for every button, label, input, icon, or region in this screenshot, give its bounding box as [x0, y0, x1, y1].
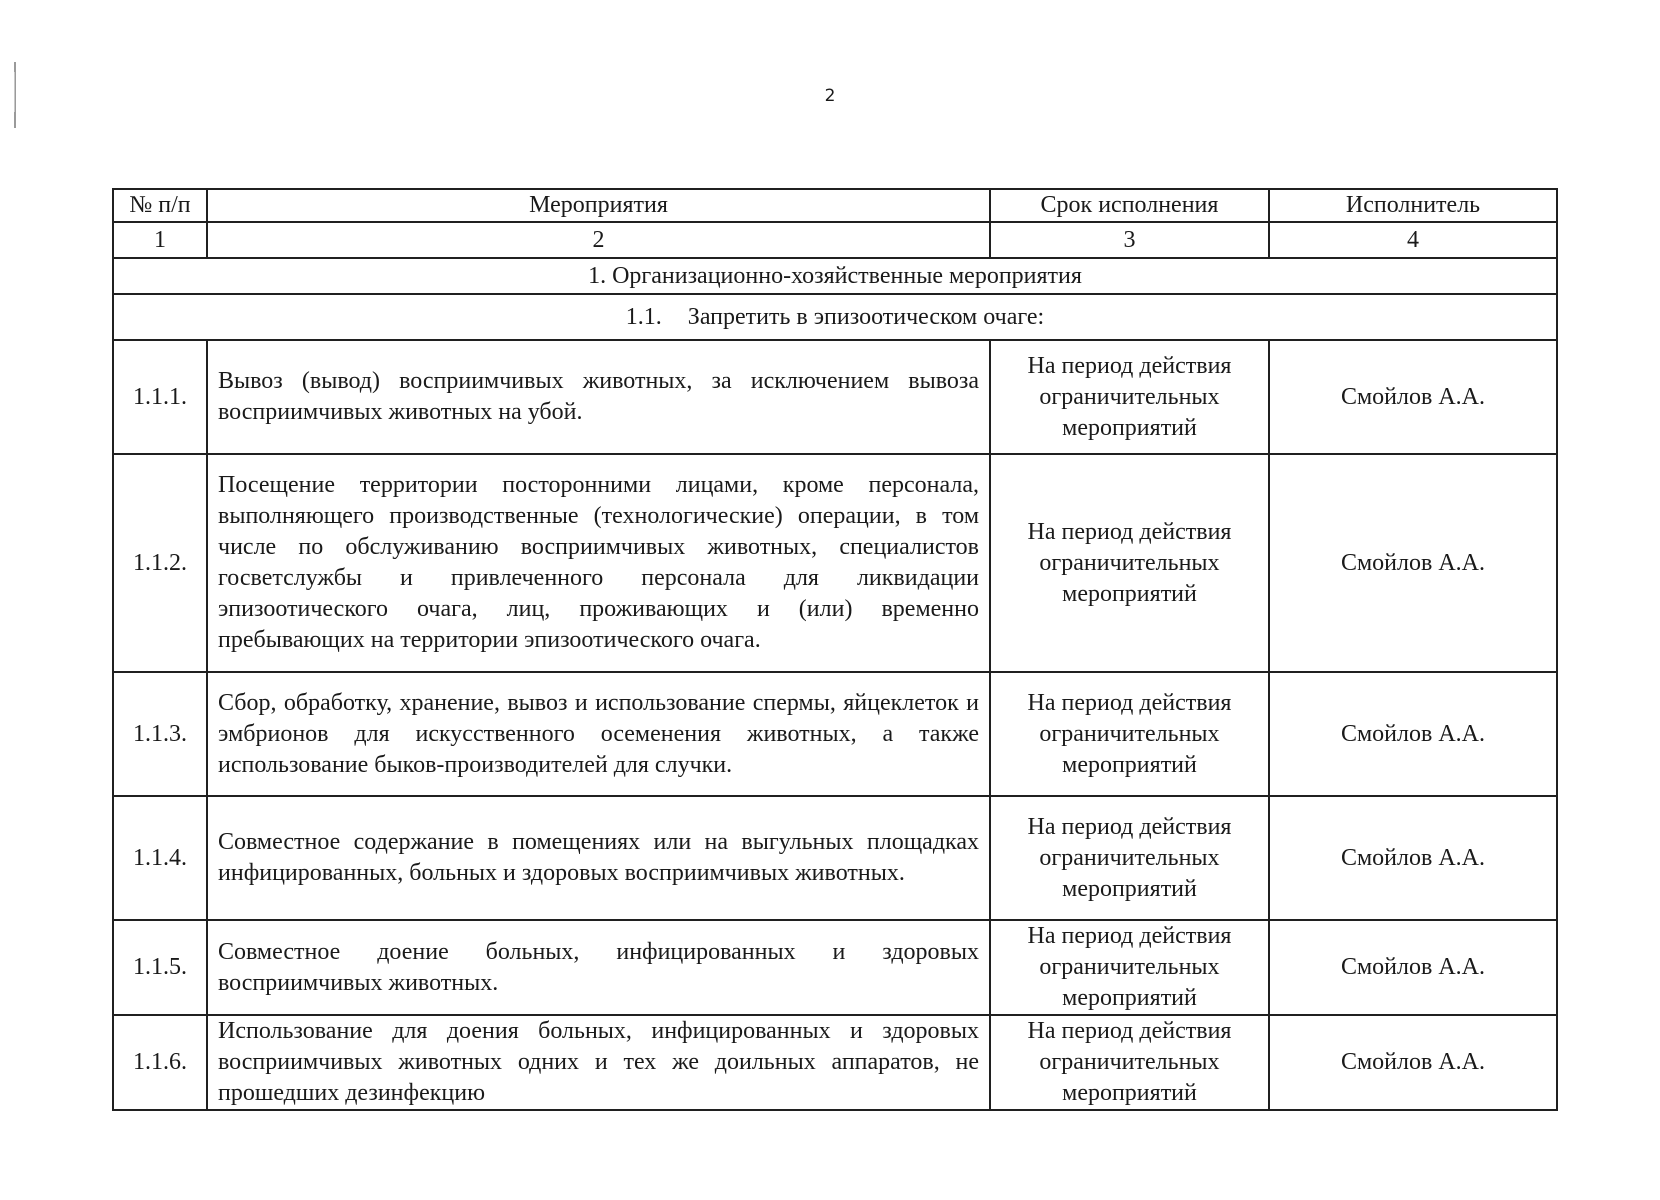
header-measures: Мероприятия — [207, 189, 990, 222]
row-term: На период действия ограничительных мероприятий — [990, 796, 1269, 920]
row-number: 1.1.5. — [113, 920, 207, 1015]
header-executor: Исполнитель — [1269, 189, 1557, 222]
row-term: На период действия ограничительных мероприятий — [990, 920, 1269, 1015]
table-row — [113, 672, 1557, 796]
column-number-row — [113, 222, 1557, 258]
table-row — [113, 796, 1557, 920]
row-term: На период действия ограничительных мероприятий — [990, 340, 1269, 454]
table-row — [113, 920, 1557, 1015]
row-number: 1.1.6. — [113, 1015, 207, 1110]
row-executor: Смойлов А.А. — [1269, 920, 1557, 1015]
header-number: № п/п — [113, 189, 207, 222]
row-executor: Смойлов А.А. — [1269, 340, 1557, 454]
subsection-cell — [113, 294, 1557, 340]
column-number-3: 3 — [990, 222, 1269, 258]
row-measure-text: Использование для доения больных, инфицированных и здоровых восприимчивых животных одних и тех же доильных аппаратов, не прошедших дезинфекцию — [207, 1015, 990, 1110]
row-measure-text: Вывоз (вывод) восприимчивых животных, за исключением вывоза восприимчивых животных на убой. — [207, 340, 990, 454]
row-measure-text: Совместное доение больных, инфицированных и здоровых восприимчивых животных. — [207, 920, 990, 1015]
section-title: 1. Организационно-хозяйственные мероприятия — [113, 258, 1557, 294]
subsection-number: 1.1. — [625, 303, 662, 330]
column-number-2: 2 — [207, 222, 990, 258]
row-number: 1.1.2. — [113, 454, 207, 672]
row-measure-text: Посещение территории посторонними лицами, кроме персонала, выполняющего производственные (технологические) операции, в том числе по обслуживанию восприимчивых животных, специалистов госветслужбы и привлеченного персонала для ликвидации эпизоотического очага, лиц, проживающих и (или) временно пребывающих на территории эпизоотического очага. — [207, 454, 990, 672]
row-term: На период действия ограничительных мероприятий — [990, 672, 1269, 796]
column-number-4: 4 — [1269, 222, 1557, 258]
row-term: На период действия ограничительных мероприятий — [990, 454, 1269, 672]
row-executor: Смойлов А.А. — [1269, 454, 1557, 672]
row-executor: Смойлов А.А. — [1269, 672, 1557, 796]
row-measure-text: Совместное содержание в помещениях или на выгульных площадках инфицированных, больных и здоровых восприимчивых животных. — [207, 796, 990, 920]
row-term: На период действия ограничительных мероприятий — [990, 1015, 1269, 1110]
table-row — [113, 340, 1557, 454]
table-header-row — [113, 189, 1557, 222]
column-number-1: 1 — [113, 222, 207, 258]
row-number: 1.1.3. — [113, 672, 207, 796]
row-number: 1.1.4. — [113, 796, 207, 920]
subsection-text: Запретить в эпизоотическом очаге: — [687, 303, 1045, 330]
page-number: 2 — [824, 86, 836, 106]
section-row — [113, 258, 1557, 294]
measures-table — [112, 188, 1558, 1111]
row-measure-text: Сбор, обработку, хранение, вывоз и использование спермы, яйцеклеток и эмбрионов для искусственного осеменения животных, а также использование быков-производителей для случки. — [207, 672, 990, 796]
row-executor: Смойлов А.А. — [1269, 1015, 1557, 1110]
subsection-row — [113, 294, 1557, 340]
header-term: Срок исполнения — [990, 189, 1269, 222]
table-row — [113, 1015, 1557, 1110]
row-executor: Смойлов А.А. — [1269, 796, 1557, 920]
table-row — [113, 454, 1557, 672]
row-number: 1.1.1. — [113, 340, 207, 454]
